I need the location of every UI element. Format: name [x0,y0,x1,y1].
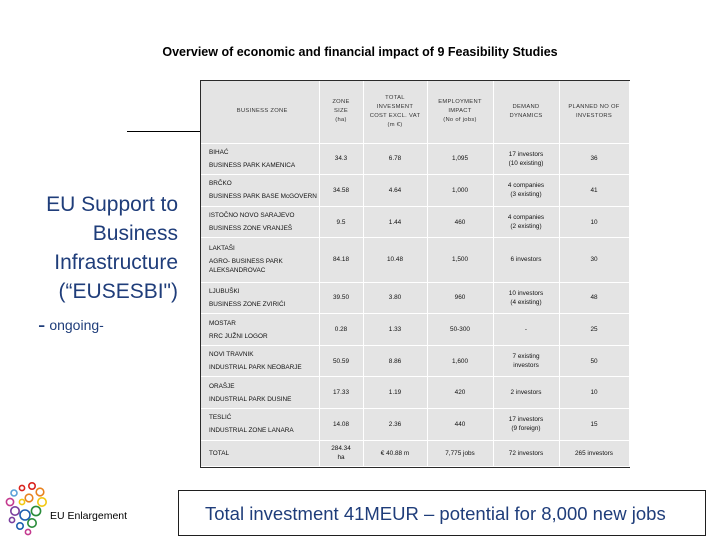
zone-city: ISTOČNO NOVO SARAJEVO [209,212,295,220]
cell-planned-investors: 25 [559,314,629,346]
table-row [201,314,629,346]
demand-line: - [524,326,528,333]
table-row [201,175,629,207]
zone-park: BUSINESS ZONE VRANJEŠ [209,225,293,233]
demand-line: 2 investors [510,389,542,397]
zone-park: BUSINESS ZONE ZVIRIĆI [209,300,286,308]
cell-business-zone [201,409,319,441]
logo-dots [6,483,46,535]
cell-business-zone [201,175,319,207]
header-line: COST EXCL. VAT [369,112,421,119]
logo-dot [11,490,17,496]
zone-park: BUSINESS PARK KAMENICA [209,161,296,169]
zone-park: RRC JUŽNI LOGOR [209,332,268,340]
cell-business-zone [201,282,319,314]
table-row [201,377,629,409]
logo-dot [28,519,36,527]
cell-total-label: TOTAL [201,440,319,466]
cell-investment-cost: 1.33 [363,314,427,346]
cell-employment: 50-300 [427,314,493,346]
table-row [201,282,629,314]
eu-enlargement-label: EU Enlargement [50,510,128,522]
cell-investment-cost: 4.64 [363,175,427,207]
logo-dot [25,529,30,534]
header-zone-size [319,81,363,143]
logo-dot [38,498,46,506]
cell-employment: 960 [427,282,493,314]
cell-investment-cost: 1.19 [363,377,427,409]
table-row [201,345,629,377]
total-size-line: ha [337,454,345,462]
cell-total-size [319,440,363,466]
logo-dot [9,517,14,522]
cell-investment-cost: 1.44 [363,206,427,238]
cell-business-zone [201,377,319,409]
cell-business-zone [201,238,319,282]
impact-table [201,81,630,467]
cell-zone-size: 39.50 [319,282,363,314]
header-line: TOTAL [385,94,405,101]
cell-zone-size: 0.28 [319,314,363,346]
project-title-line: Infrastructure [54,251,178,274]
cell-investment-cost: 2.36 [363,409,427,441]
header-line: PLANNED NO OF [568,103,620,110]
header-investment-cost [363,81,427,143]
project-title-line: Business [92,222,178,245]
cell-total-demand: 72 investors [493,440,559,466]
zone-city: LJUBUŠKI [209,287,240,295]
cell-zone-size: 34.58 [319,175,363,207]
cell-business-zone [201,345,319,377]
cell-total-planned: 265 investors [559,440,629,466]
cell-employment: 420 [427,377,493,409]
status-dash: - [38,312,46,337]
logo-dot [11,507,19,515]
cell-employment: 1,095 [427,143,493,175]
cell-zone-size: 84.18 [319,238,363,282]
zone-city: ORAŠJE [209,382,235,390]
header-line: DYNAMICS [509,112,543,119]
cell-planned-investors: 50 [559,345,629,377]
cell-total-cost: € 40.88 m [363,440,427,466]
demand-line: 7 existing [512,353,540,361]
zone-park: AGRO- BUSINESS PARK ALEKSANDROVAC [209,258,283,275]
cell-employment: 1,500 [427,238,493,282]
table-row [201,206,629,238]
cell-investment-cost: 6.78 [363,143,427,175]
cell-planned-investors: 36 [559,143,629,175]
table-total-row [201,440,629,466]
eu-enlargement-logo [2,478,50,538]
logo-dot [19,485,24,490]
cell-investment-cost: 3.80 [363,282,427,314]
logo-dot [29,483,35,489]
cell-zone-size: 50.59 [319,345,363,377]
zone-park: INDUSTRIAL ZONE LANARA [209,427,294,435]
demand-line: (9 foreign) [511,425,541,433]
cell-zone-size: 34.3 [319,143,363,175]
header-line: INVESMENT [376,103,414,110]
cell-employment: 460 [427,206,493,238]
logo-dot [20,510,30,520]
project-title-line: (“EUSESBI") [58,280,178,303]
cell-investment-cost: 8.86 [363,345,427,377]
cell-investment-cost: 10.48 [363,238,427,282]
demand-line: investors [513,362,539,370]
cell-demand [493,409,559,441]
logo-dot [25,494,33,502]
impact-table-container [200,80,630,468]
cell-zone-size: 14.08 [319,409,363,441]
header-planned-investors [559,81,629,143]
cell-demand [493,282,559,314]
zone-city: NOVI TRAVNIK [209,351,254,359]
cell-demand [493,206,559,238]
demand-line: 10 investors [508,289,544,297]
header-line: (No of jobs) [443,117,477,124]
demand-line: (10 existing) [508,159,544,167]
demand-line: 4 companies [507,182,545,190]
logo-dot [31,506,40,515]
zone-park: INDUSTRIAL PARK NEOBARJE [209,364,302,372]
cell-business-zone [201,143,319,175]
total-size-line: 284.34 [331,445,351,453]
zone-park: INDUSTRIAL PARK DUSINE [209,395,292,403]
logo-dot [17,523,23,529]
cell-zone-size: 17.33 [319,377,363,409]
cell-planned-investors: 15 [559,409,629,441]
table-row [201,409,629,441]
cell-demand [493,377,559,409]
divider-line [127,131,180,132]
logo-dot [19,499,24,504]
header-demand-dynamics [493,81,559,143]
cell-demand [493,314,559,346]
cell-demand [493,238,559,282]
demand-line: 6 investors [510,256,542,264]
header-line: ZONE [332,99,350,106]
header-line: EMPLOYMENT [438,99,482,106]
summary-text: Total investment 41MEUR – potential for 8,000 new jobs [205,503,666,524]
cell-employment: 1,000 [427,175,493,207]
header-line: INVESTORS [575,112,613,119]
zone-park: BUSINESS PARK BASE McGOVERN [209,193,317,201]
cell-demand [493,175,559,207]
cell-business-zone [201,206,319,238]
cell-total-jobs: 7,775 jobs [427,440,493,466]
cell-business-zone [201,314,319,346]
zone-city: BIHAĆ [209,148,229,156]
header-business-zone: BUSINESS ZONE [201,81,319,143]
cell-planned-investors: 10 [559,377,629,409]
demand-line: (2 existing) [510,223,542,231]
cell-planned-investors: 41 [559,175,629,207]
cell-planned-investors: 10 [559,206,629,238]
demand-line: (4 existing) [510,298,542,306]
header-line: (m €) [387,121,403,128]
header-employment-impact [427,81,493,143]
demand-line: 17 investors [508,150,544,158]
project-status [38,312,178,338]
cell-planned-investors: 48 [559,282,629,314]
cell-employment: 440 [427,409,493,441]
logo-dot [6,498,13,505]
cell-demand [493,345,559,377]
zone-city: LAKTAŠI [209,245,235,253]
demand-line: 17 investors [508,416,544,424]
cell-demand [493,143,559,175]
project-title [8,190,178,306]
cell-employment: 1,600 [427,345,493,377]
cell-planned-investors: 30 [559,238,629,282]
header-line: (ha) [335,117,347,124]
logo-dot [36,488,44,496]
zone-city: MOSTAR [209,319,236,327]
zone-city: BRČKO [209,180,232,188]
table-header-row [201,81,629,143]
table-row [201,238,629,282]
status-text: ongoing- [49,317,104,333]
cell-zone-size: 9.5 [319,206,363,238]
zone-city: TESLIĆ [209,414,232,422]
page-heading: Overview of economic and financial impact of 9 Feasibility Studies [162,45,558,59]
table-row [201,143,629,175]
demand-line: 4 companies [507,214,545,222]
project-title-line: EU Support to [46,193,178,216]
demand-line: (3 existing) [510,191,542,199]
header-line: IMPACT [448,108,472,115]
header-line: SIZE [333,108,349,115]
header-line: DEMAND [512,103,540,110]
